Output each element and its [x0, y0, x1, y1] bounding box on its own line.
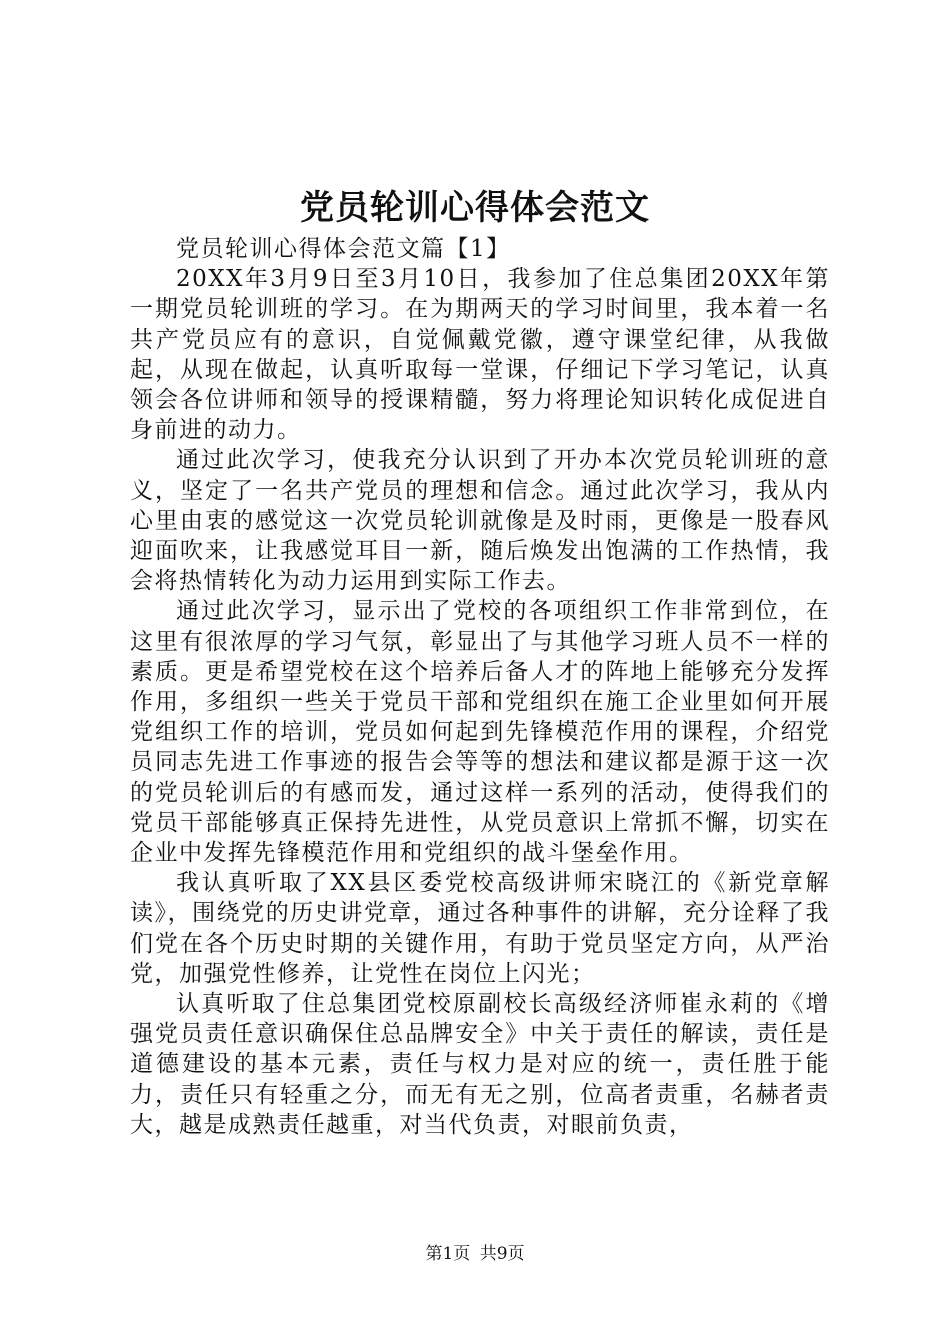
paragraph: 通过此次学习，使我充分认识到了开办本次党员轮训班的意义，坚定了一名共产党员的理想和信念。通过此次学习，我从内心里由衷的感觉这一次党员轮训就像是及时雨，更像是一股春风迎面吹来，让我感觉耳目一新，随后焕发出饱满的工作热情，我会将热情转化为动力运用到实际工作去。 [130, 447, 830, 595]
section-heading: 党员轮训心得体会范文篇【1】 [176, 236, 511, 262]
paragraph: 20XX年3月9日至3月10日，我参加了住总集团20XX年第一期党员轮训班的学习。在为期两天的学习时间里，我本着一名共产党员应有的意识，自觉佩戴党徽，遵守课堂纪律，从我做起，从现在做起，认真听取每一堂课，仔细记下学习笔记，认真领会各位讲师和领导的授课精髓，努力将理论知识转化成促进自身前进的动力。 [130, 266, 830, 444]
page-number-footer: 第1页 共9页 [425, 1244, 525, 1264]
paragraph: 认真听取了住总集团党校原副校长高级经济师崔永莉的《增强党员责任意识确保住总品牌安全》中关于责任的解读，责任是道德建设的基本元素，责任与权力是对应的统一，责任胜于能力，责任只有轻重之分，而无有无之别，位高者责重，名赫者责大，越是成熟责任越重，对当代负责，对眼前负责， [130, 991, 830, 1138]
paragraph: 通过此次学习，显示出了党校的各项组织工作非常到位，在这里有很浓厚的学习气氛，彰显出了与其他学习班人员不一样的素质。更是希望党校在这个培养后备人才的阵地上能够充分发挥作用，多组织一些关于党员干部和党组织在施工企业里如何开展党组织工作的培训，党员如何起到先锋模范作用的课程，介绍党员同志先进工作事迹的报告会等等的想法和建议都是源于这一次的党员轮训后的有感而发，通过这样一系列的活动，使得我们的党员干部能够真正保持先进性，从党员意识上常抓不懈，切实在企业中发挥先锋模范作用和党组织的战斗堡垒作用。 [130, 598, 830, 867]
paragraph: 我认真听取了XX县区委党校高级讲师宋晓江的《新党章解读》，围绕党的历史讲党章，通过各种事件的讲解，充分诠释了我们党在各个历史时期的关键作用，有助于党员坚定方向，从严治党，加强党性修养，让党性在岗位上闪光； [130, 870, 830, 987]
document-title: 党员轮训心得体会范文 [300, 188, 650, 228]
document-body [130, 234, 830, 1140]
